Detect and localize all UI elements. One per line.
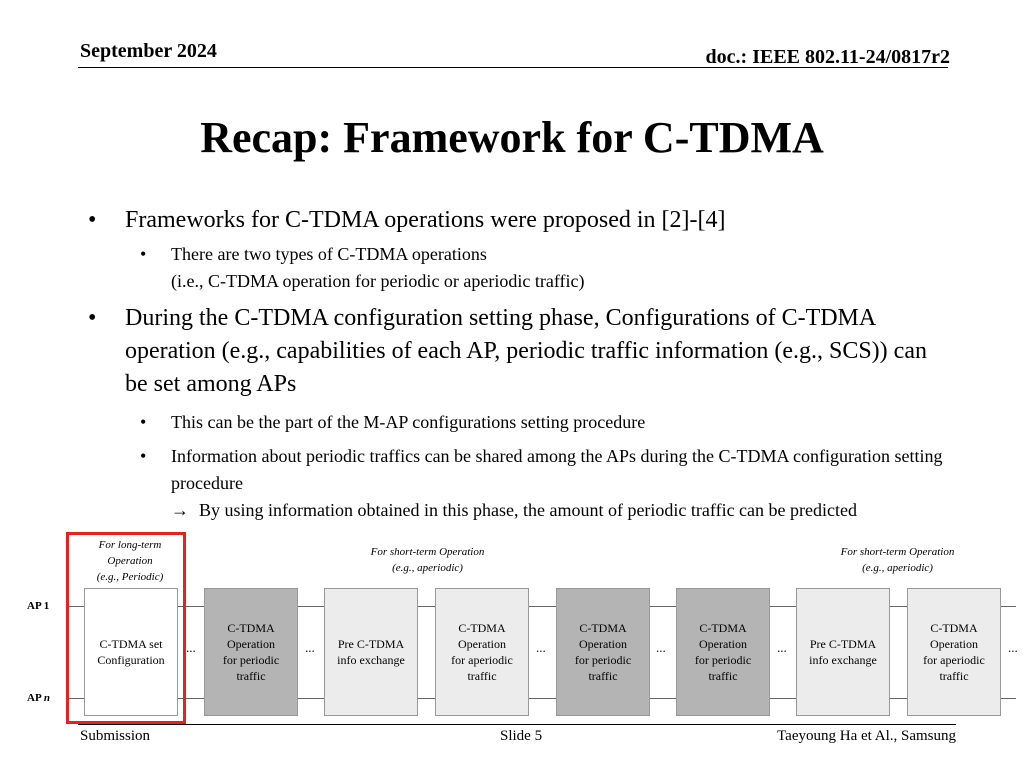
dots-6: ... xyxy=(1008,640,1018,655)
block-periodic-1 xyxy=(204,588,298,716)
block-periodic-2-line-1: C-TDMA xyxy=(579,621,627,635)
block-periodic-2-line-4: traffic xyxy=(588,669,618,683)
footer-divider xyxy=(78,724,956,725)
apn-label-n: n xyxy=(43,692,50,704)
bullet-2 xyxy=(88,302,948,401)
dots-1: ... xyxy=(186,640,196,655)
bullet-2-text: During the C-TDMA configuration setting phase, Configurations of C-TDMA operation (e.g., capabilities of each AP, periodic traffic information (e.g., SCS)) can be set among APs xyxy=(125,305,927,397)
bullet-2-sub-1 xyxy=(88,409,948,436)
block-periodic-2-line-2: Operation xyxy=(579,637,627,651)
footer-submission: Submission xyxy=(80,728,151,744)
long-term-label-line-1: For long-term xyxy=(98,539,162,551)
short-term-label-2 xyxy=(800,544,995,576)
long-term-label-line-2: Operation xyxy=(107,555,153,567)
block-periodic-1-line-1: C-TDMA xyxy=(227,621,275,635)
block-aperiodic-1-line-1: C-TDMA xyxy=(458,621,506,635)
block-periodic-3-line-4: traffic xyxy=(708,669,738,683)
bullet-2-sub-2-text: Information about periodic traffics can be shared among the APs during the C-TDMA configuration setting procedure xyxy=(171,446,943,493)
bullet-1 xyxy=(88,204,948,237)
bullet-list xyxy=(88,204,948,531)
dots-5: ... xyxy=(777,640,787,655)
block-config-line-2: Configuration xyxy=(97,653,165,667)
block-periodic-1-line-3: for periodic xyxy=(222,653,280,667)
block-periodic-3-line-2: Operation xyxy=(699,637,747,651)
block-aperiodic-1-line-4: traffic xyxy=(467,669,497,683)
bullet-2-sub-1-text: This can be the part of the M-AP configurations setting procedure xyxy=(171,412,646,432)
block-periodic-3-line-1: C-TDMA xyxy=(699,621,747,635)
short-term-label-1 xyxy=(330,544,525,576)
short-term-label-2-line-2: (e.g., aperiodic) xyxy=(862,562,933,574)
block-pre-info-2-line-1: Pre C-TDMA xyxy=(809,637,877,651)
bullet-1-sub-1 xyxy=(88,241,948,295)
block-config-line-1: C-TDMA set xyxy=(99,637,163,651)
block-periodic-2-line-3: for periodic xyxy=(574,653,632,667)
dots-2: ... xyxy=(305,640,315,655)
block-periodic-2 xyxy=(556,588,650,716)
slide-title: Recap: Framework for C-TDMA xyxy=(200,113,824,162)
block-pre-info-1 xyxy=(324,588,418,716)
dots-4: ... xyxy=(656,640,666,655)
header-doc-id: doc.: IEEE 802.11-24/0817r2 xyxy=(705,46,950,68)
ap1-label: AP 1 xyxy=(27,600,50,612)
apn-label-prefix: AP xyxy=(27,692,44,704)
sub-bullet-marker: • xyxy=(140,412,147,432)
sub-bullet-marker: • xyxy=(140,244,147,264)
block-aperiodic-1-line-3: for aperiodic xyxy=(451,653,513,667)
block-aperiodic-1 xyxy=(435,588,529,716)
bullet-1-sub-1-line-2: (i.e., C-TDMA operation for periodic or aperiodic traffic) xyxy=(171,271,585,291)
block-pre-info-1-line-2: info exchange xyxy=(337,653,405,667)
block-pre-info-2-line-2: info exchange xyxy=(809,653,877,667)
bullet-1-sub-1-line-1: There are two types of C-TDMA operations xyxy=(171,244,487,264)
bullet-marker: • xyxy=(88,305,97,331)
block-pre-info-2 xyxy=(796,588,890,716)
footer-author: Taeyoung Ha et Al., Samsung xyxy=(777,728,956,744)
block-pre-info-1-line-1: Pre C-TDMA xyxy=(337,637,405,651)
block-aperiodic-2 xyxy=(907,588,1001,716)
block-periodic-3-line-3: for periodic xyxy=(694,653,752,667)
block-periodic-1-line-2: Operation xyxy=(227,637,275,651)
sub-bullet-marker: • xyxy=(140,446,147,466)
block-periodic-3 xyxy=(676,588,770,716)
bullet-2-sub-2-arrow-text: By using information obtained in this phase, the amount of periodic traffic can be predicted xyxy=(199,500,857,520)
short-term-label-2-line-1: For short-term Operation xyxy=(840,546,955,558)
arrow-icon: → xyxy=(171,500,189,520)
dots-3: ... xyxy=(536,640,546,655)
bullet-2-sub-2-arrow-line xyxy=(171,497,919,524)
footer-slide-number: Slide 5 xyxy=(500,728,543,744)
long-term-label-line-3: (e.g., Periodic) xyxy=(96,571,164,583)
short-term-label-1-line-1: For short-term Operation xyxy=(370,546,485,558)
block-aperiodic-2-line-1: C-TDMA xyxy=(930,621,978,635)
bullet-marker: • xyxy=(88,207,97,233)
header-date: September 2024 xyxy=(80,40,217,62)
highlight-box xyxy=(66,532,186,724)
block-aperiodic-2-line-2: Operation xyxy=(930,637,978,651)
header-divider xyxy=(78,67,948,68)
apn-label xyxy=(27,692,50,704)
block-periodic-1-line-4: traffic xyxy=(236,669,266,683)
block-aperiodic-1-line-2: Operation xyxy=(458,637,506,651)
bullet-1-text: Frameworks for C-TDMA operations were proposed in [2]-[4] xyxy=(125,207,726,233)
bullet-2-sub-2 xyxy=(88,443,948,524)
block-aperiodic-2-line-4: traffic xyxy=(939,669,969,683)
short-term-label-1-line-2: (e.g., aperiodic) xyxy=(392,562,463,574)
block-aperiodic-2-line-3: for aperiodic xyxy=(923,653,985,667)
